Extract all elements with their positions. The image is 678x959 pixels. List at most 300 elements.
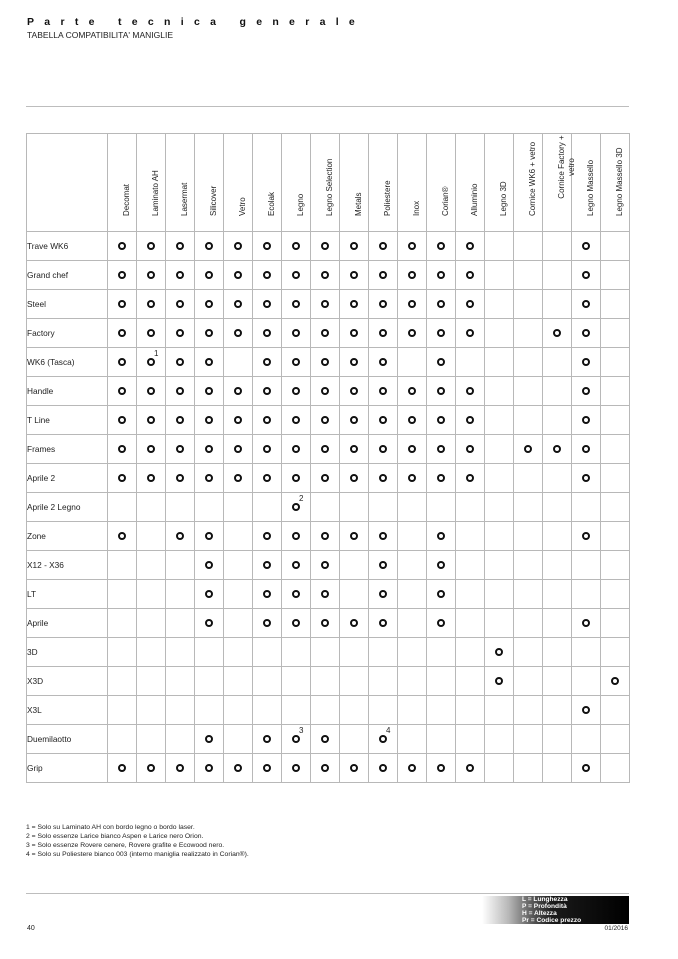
compat-cell (195, 290, 224, 319)
compat-cell (137, 232, 166, 261)
compat-cell (224, 609, 253, 638)
compat-cell (340, 232, 369, 261)
column-header (224, 134, 253, 232)
compat-cell (282, 435, 311, 464)
row-label: Handle (27, 377, 108, 406)
compatible-mark-icon (321, 387, 329, 395)
compatible-mark-icon (408, 300, 416, 308)
compatible-mark-icon (292, 358, 300, 366)
compat-cell (456, 580, 485, 609)
compatible-mark-icon (495, 677, 503, 685)
compat-cell (398, 638, 427, 667)
compat-cell (224, 667, 253, 696)
compat-cell (253, 232, 282, 261)
compat-cell (195, 609, 224, 638)
compatible-mark-icon (147, 764, 155, 772)
compat-cell (514, 638, 543, 667)
compatible-mark-icon (466, 271, 474, 279)
compatible-mark-icon (292, 416, 300, 424)
compat-cell (485, 609, 514, 638)
compatible-mark-icon (176, 271, 184, 279)
compat-cell (224, 348, 253, 377)
footnote-ref: 2 (299, 494, 304, 503)
compat-cell (456, 348, 485, 377)
compat-cell (137, 580, 166, 609)
compat-cell (108, 580, 137, 609)
compatible-mark-icon (292, 271, 300, 279)
table-row (27, 580, 630, 609)
compat-cell (398, 319, 427, 348)
compatible-mark-icon (234, 300, 242, 308)
compatible-mark-icon (118, 242, 126, 250)
compat-cell (369, 667, 398, 696)
compatible-mark-icon (263, 561, 271, 569)
compatible-mark-icon (176, 445, 184, 453)
compat-cell (311, 261, 340, 290)
table-row (27, 638, 630, 667)
compatible-mark-icon (437, 271, 445, 279)
compatible-mark-icon (205, 590, 213, 598)
compat-cell (195, 232, 224, 261)
table-row (27, 696, 630, 725)
compat-cell (398, 377, 427, 406)
compatible-mark-icon (524, 445, 532, 453)
compatible-mark-icon (205, 561, 213, 569)
compatible-mark-icon (582, 416, 590, 424)
compatible-mark-icon (292, 735, 300, 743)
compat-cell (398, 290, 427, 319)
column-header-label: Ecolak (267, 191, 276, 216)
compat-cell (572, 551, 601, 580)
compat-cell (427, 667, 456, 696)
compat-cell (572, 464, 601, 493)
compat-cell (166, 348, 195, 377)
compat-cell (340, 667, 369, 696)
compatible-mark-icon (437, 764, 445, 772)
compat-cell (572, 609, 601, 638)
compatible-mark-icon (118, 445, 126, 453)
compatible-mark-icon (118, 329, 126, 337)
compatible-mark-icon (234, 387, 242, 395)
compat-cell (224, 638, 253, 667)
compatible-mark-icon (379, 387, 387, 395)
compat-cell (311, 667, 340, 696)
compatible-mark-icon (379, 300, 387, 308)
compat-cell (311, 232, 340, 261)
compat-cell (311, 551, 340, 580)
compat-cell (195, 638, 224, 667)
compat-cell (456, 725, 485, 754)
compat-cell (369, 406, 398, 435)
compatible-mark-icon (321, 764, 329, 772)
compat-cell (514, 348, 543, 377)
row-label: Aprile 2 (27, 464, 108, 493)
compat-cell (601, 754, 630, 783)
column-header (311, 134, 340, 232)
compat-cell (340, 464, 369, 493)
compatible-mark-icon (350, 619, 358, 627)
compatible-mark-icon (118, 387, 126, 395)
table-row (27, 464, 630, 493)
compat-cell (282, 348, 311, 377)
compat-cell (572, 435, 601, 464)
compat-cell (166, 667, 195, 696)
compatible-mark-icon (321, 300, 329, 308)
legend-height: H = Altezza (522, 910, 557, 917)
compat-cell (195, 406, 224, 435)
compatible-mark-icon (466, 300, 474, 308)
compat-cell (398, 754, 427, 783)
compatible-mark-icon (437, 561, 445, 569)
compat-cell (398, 493, 427, 522)
compatible-mark-icon (582, 706, 590, 714)
column-header (514, 134, 543, 232)
compat-cell (398, 667, 427, 696)
compat-cell (166, 754, 195, 783)
compatible-mark-icon (321, 271, 329, 279)
compat-cell (224, 696, 253, 725)
compat-cell (311, 464, 340, 493)
compatible-mark-icon (147, 300, 155, 308)
compat-cell (253, 348, 282, 377)
compat-cell (282, 638, 311, 667)
compatible-mark-icon (292, 532, 300, 540)
compatible-mark-icon (350, 387, 358, 395)
compatible-mark-icon (292, 503, 300, 511)
compat-cell (108, 464, 137, 493)
compatible-mark-icon (379, 474, 387, 482)
compatible-mark-icon (321, 590, 329, 598)
compat-cell (311, 493, 340, 522)
compat-cell (514, 406, 543, 435)
compat-cell (224, 464, 253, 493)
compatible-mark-icon (582, 329, 590, 337)
compat-cell (601, 667, 630, 696)
compatible-mark-icon (611, 677, 619, 685)
compat-cell (137, 493, 166, 522)
compat-cell (253, 522, 282, 551)
compatible-mark-icon (350, 474, 358, 482)
compat-cell (224, 754, 253, 783)
compatible-mark-icon (147, 242, 155, 250)
table-row (27, 754, 630, 783)
compat-cell (456, 493, 485, 522)
compatible-mark-icon (263, 590, 271, 598)
compat-cell (195, 493, 224, 522)
compat-cell (543, 290, 572, 319)
compat-cell (543, 580, 572, 609)
compat-cell (514, 464, 543, 493)
compat-cell (253, 580, 282, 609)
compat-cell (572, 493, 601, 522)
compat-cell (166, 638, 195, 667)
compat-cell (108, 696, 137, 725)
compat-cell (427, 725, 456, 754)
compat-cell (485, 667, 514, 696)
compat-cell (137, 261, 166, 290)
compatible-mark-icon (176, 532, 184, 540)
edition-date: 01/2016 (604, 925, 628, 932)
compat-cell (456, 667, 485, 696)
compat-cell (340, 493, 369, 522)
compatible-mark-icon (350, 445, 358, 453)
row-label: Grand chef (27, 261, 108, 290)
compat-cell (137, 435, 166, 464)
compat-cell (108, 348, 137, 377)
compat-cell (340, 609, 369, 638)
compatible-mark-icon (205, 387, 213, 395)
page-number: 40 (27, 925, 35, 932)
compatible-mark-icon (234, 445, 242, 453)
compat-cell (514, 522, 543, 551)
compat-cell (195, 551, 224, 580)
compat-cell (224, 232, 253, 261)
compat-cell (427, 609, 456, 638)
column-header (253, 134, 282, 232)
compatible-mark-icon (263, 300, 271, 308)
compat-cell (253, 435, 282, 464)
table-row (27, 725, 630, 754)
compatible-mark-icon (466, 387, 474, 395)
footnote-ref: 4 (386, 726, 391, 735)
compat-cell (311, 348, 340, 377)
row-label: LT (27, 580, 108, 609)
compat-cell (514, 377, 543, 406)
compat-cell (282, 232, 311, 261)
compat-cell (601, 580, 630, 609)
compat-cell (108, 522, 137, 551)
compat-cell (456, 406, 485, 435)
row-label: X3L (27, 696, 108, 725)
compat-cell (195, 319, 224, 348)
compat-cell (166, 232, 195, 261)
compat-cell (543, 406, 572, 435)
compat-cell (485, 290, 514, 319)
compat-cell (224, 551, 253, 580)
compat-cell (369, 232, 398, 261)
compat-cell (601, 493, 630, 522)
compatible-mark-icon (408, 474, 416, 482)
compatible-mark-icon (379, 764, 387, 772)
compat-cell (456, 609, 485, 638)
compat-cell (514, 667, 543, 696)
row-label: 3D (27, 638, 108, 667)
compatible-mark-icon (582, 445, 590, 453)
compat-cell (543, 725, 572, 754)
table-body (27, 232, 630, 783)
table-row (27, 261, 630, 290)
compat-cell (398, 725, 427, 754)
compatible-mark-icon (582, 474, 590, 482)
compat-cell (224, 290, 253, 319)
compat-cell (601, 232, 630, 261)
compatible-mark-icon (205, 474, 213, 482)
compat-cell (253, 464, 282, 493)
compat-cell (137, 725, 166, 754)
compat-cell (514, 725, 543, 754)
compat-cell (427, 754, 456, 783)
row-label: Factory (27, 319, 108, 348)
compatible-mark-icon (379, 358, 387, 366)
compatible-mark-icon (234, 329, 242, 337)
compat-cell (282, 464, 311, 493)
compatible-mark-icon (582, 387, 590, 395)
compatible-mark-icon (582, 532, 590, 540)
compat-cell (456, 522, 485, 551)
compatible-mark-icon (350, 329, 358, 337)
column-header-label: Decomat (122, 183, 131, 216)
compat-cell (572, 580, 601, 609)
compat-cell (340, 754, 369, 783)
compat-cell (282, 377, 311, 406)
table-row (27, 232, 630, 261)
row-label: Aprile (27, 609, 108, 638)
column-header-label: Legno Massello (586, 159, 595, 216)
column-header (456, 134, 485, 232)
compat-cell (456, 232, 485, 261)
compatible-mark-icon (321, 561, 329, 569)
row-label: Trave WK6 (27, 232, 108, 261)
row-label: Grip (27, 754, 108, 783)
compat-cell (311, 406, 340, 435)
compat-cell (108, 377, 137, 406)
compat-cell (369, 319, 398, 348)
column-header-label: Cornice Factory + vetro (557, 135, 576, 199)
compatible-mark-icon (321, 242, 329, 250)
compatible-mark-icon (379, 271, 387, 279)
compatible-mark-icon (321, 619, 329, 627)
compat-cell (311, 290, 340, 319)
column-header-label: Inox (412, 200, 421, 216)
column-header (137, 134, 166, 232)
compatible-mark-icon (205, 619, 213, 627)
compatible-mark-icon (582, 242, 590, 250)
compat-cell (108, 725, 137, 754)
compat-cell (282, 754, 311, 783)
compat-cell (485, 261, 514, 290)
compat-cell (137, 522, 166, 551)
compat-cell (340, 377, 369, 406)
compatible-mark-icon (292, 764, 300, 772)
compat-cell (340, 290, 369, 319)
compat-cell (485, 232, 514, 261)
compatible-mark-icon (582, 764, 590, 772)
compat-cell (601, 377, 630, 406)
compat-cell (427, 406, 456, 435)
compatible-mark-icon (292, 387, 300, 395)
compat-cell (427, 580, 456, 609)
compat-cell (108, 290, 137, 319)
compatible-mark-icon (321, 474, 329, 482)
compat-cell (485, 435, 514, 464)
compatible-mark-icon (321, 416, 329, 424)
compat-cell (166, 580, 195, 609)
compat-cell (137, 348, 166, 377)
compatibility-table (26, 133, 630, 783)
compatible-mark-icon (379, 329, 387, 337)
compatible-mark-icon (176, 358, 184, 366)
table-row (27, 667, 630, 696)
column-header-label: Corian® (441, 186, 450, 216)
compat-cell (195, 696, 224, 725)
compat-cell (601, 522, 630, 551)
compat-cell (311, 696, 340, 725)
compatible-mark-icon (408, 242, 416, 250)
compat-cell (514, 261, 543, 290)
compat-cell (224, 493, 253, 522)
compat-cell (514, 493, 543, 522)
compat-cell (601, 290, 630, 319)
compatible-mark-icon (292, 619, 300, 627)
compatible-mark-icon (263, 329, 271, 337)
compat-cell (195, 377, 224, 406)
column-header (601, 134, 630, 232)
compat-cell (166, 696, 195, 725)
compat-cell (543, 667, 572, 696)
compat-cell (427, 551, 456, 580)
column-header-label: Silicover (209, 185, 218, 216)
compat-cell (456, 551, 485, 580)
table-row (27, 435, 630, 464)
compatible-mark-icon (437, 532, 445, 540)
compat-cell (398, 609, 427, 638)
compatible-mark-icon (379, 590, 387, 598)
compatible-mark-icon (350, 532, 358, 540)
compat-cell (398, 696, 427, 725)
compat-cell (137, 638, 166, 667)
compatible-mark-icon (437, 387, 445, 395)
table-row (27, 290, 630, 319)
compat-cell (108, 406, 137, 435)
compat-cell (224, 377, 253, 406)
compat-cell (282, 696, 311, 725)
column-header (369, 134, 398, 232)
compat-cell (456, 696, 485, 725)
compat-cell (282, 551, 311, 580)
compat-cell (282, 261, 311, 290)
column-header-label: Metals (354, 191, 363, 216)
column-header (427, 134, 456, 232)
column-header (340, 134, 369, 232)
compat-cell (485, 464, 514, 493)
compat-cell (485, 580, 514, 609)
compat-cell (572, 522, 601, 551)
compat-cell (601, 551, 630, 580)
compat-cell (224, 522, 253, 551)
column-header (398, 134, 427, 232)
compat-cell (166, 609, 195, 638)
table-header-row (27, 134, 630, 232)
compatible-mark-icon (263, 619, 271, 627)
compat-cell (601, 725, 630, 754)
compatible-mark-icon (321, 329, 329, 337)
column-header-label: Legno Massello 3D (615, 147, 624, 216)
compatible-mark-icon (379, 445, 387, 453)
compatible-mark-icon (292, 300, 300, 308)
compat-cell (601, 638, 630, 667)
compat-cell (485, 319, 514, 348)
compat-cell (108, 319, 137, 348)
compatible-mark-icon (437, 416, 445, 424)
compat-cell (398, 261, 427, 290)
compatible-mark-icon (292, 445, 300, 453)
compatible-mark-icon (263, 358, 271, 366)
row-label: X3D (27, 667, 108, 696)
compat-cell (369, 435, 398, 464)
compat-cell (166, 464, 195, 493)
column-header (282, 134, 311, 232)
compat-cell (485, 348, 514, 377)
